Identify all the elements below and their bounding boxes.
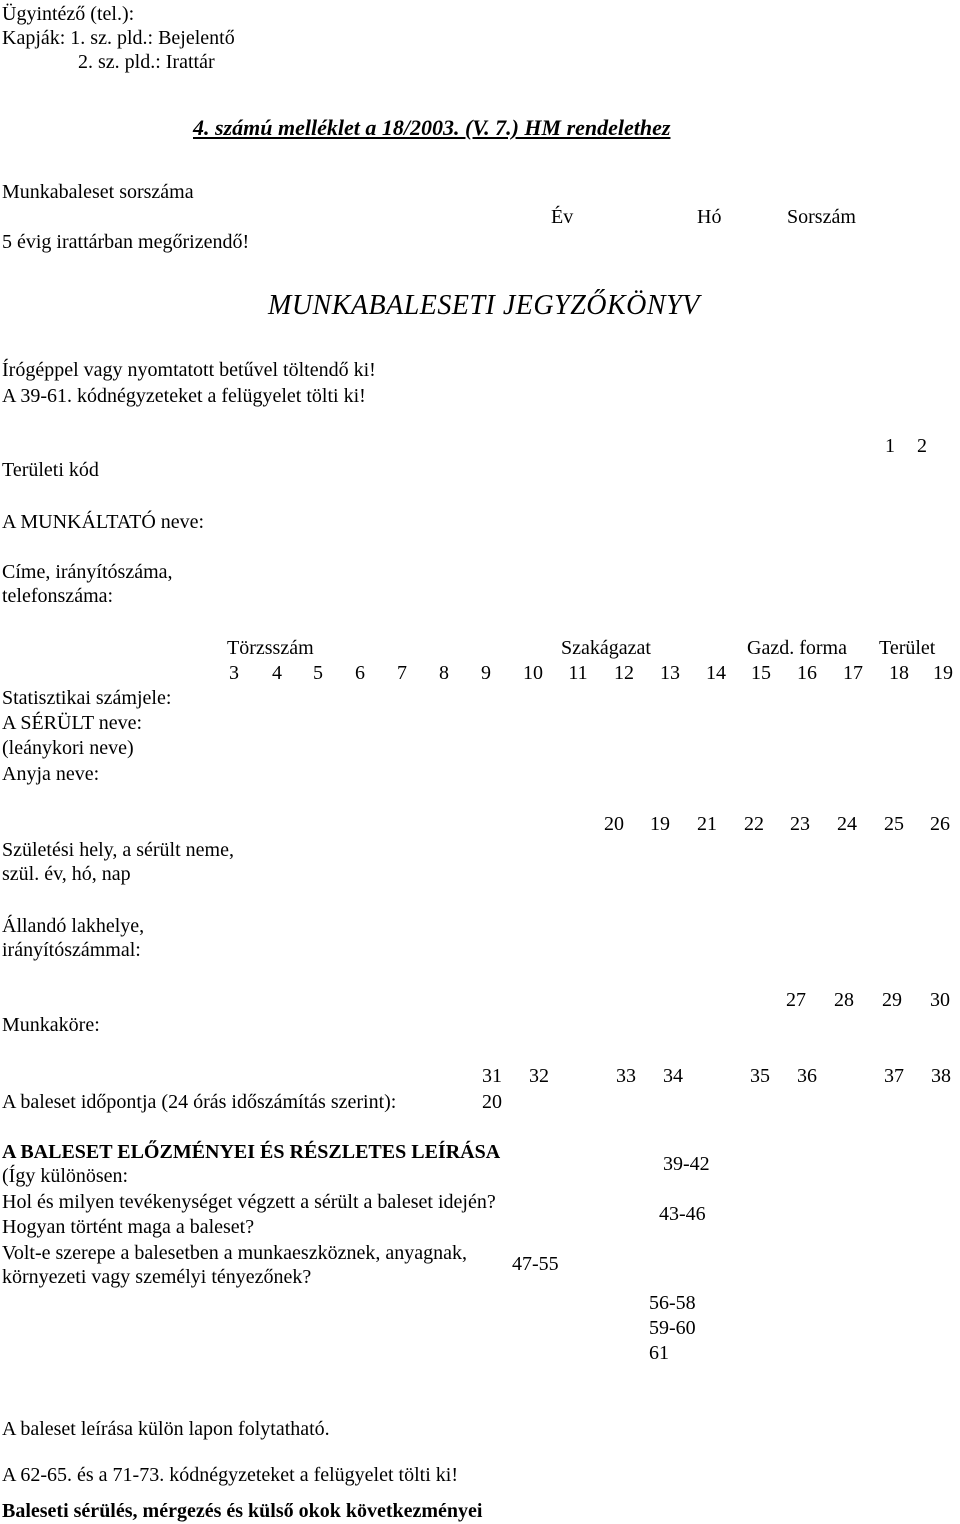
annex-reference: 4. számú melléklet a 18/2003. (V. 7.) HM rendelethez (193, 115, 671, 140)
residence-label-2: irányítószámmal: (2, 939, 141, 961)
injured-name-label: A SÉRÜLT neve: (2, 712, 143, 734)
birth-code: 23 (790, 813, 810, 835)
description-line-2: Hol és milyen tevékenységet végzett a sérült a baleset idején? (2, 1191, 496, 1213)
stat-code: 18 (889, 662, 909, 684)
job-code: 30 (930, 989, 950, 1011)
month-label: Hó (697, 206, 722, 228)
birth-code: 24 (837, 813, 857, 835)
residence-label-1: Állandó lakhelye, (2, 915, 145, 937)
time-code: 32 (529, 1065, 549, 1087)
description-line-1: (Így különösen: (2, 1165, 129, 1187)
accident-number-label: Munkabaleset sorszáma (2, 181, 194, 203)
description-line-3: Hogyan történt maga a baleset? (2, 1216, 255, 1238)
stat-code: 4 (272, 662, 282, 684)
time-code: 35 (750, 1065, 770, 1087)
year-label: Év (551, 206, 574, 228)
stat-code: 9 (481, 662, 491, 684)
stat-code: 8 (439, 662, 449, 684)
code-range-56-58: 56-58 (649, 1292, 696, 1314)
employer-address-label-2: telefonszáma: (2, 585, 114, 607)
description-line-4: Volt-e szerepe a balesetben a munkaeszköznek, anyagnak, (2, 1242, 467, 1264)
birth-code: 20 (604, 813, 624, 835)
stat-code: 6 (355, 662, 365, 684)
description-heading: A BALESET ELŐZMÉNYEI ÉS RÉSZLETES LEÍRÁSA (2, 1141, 501, 1163)
stat-header-area: Terület (879, 637, 936, 659)
copies-line-2: 2. sz. pld.: Irattár (78, 51, 215, 73)
employer-address-label-1: Címe, irányítószáma, (2, 561, 173, 583)
accident-time-label: A baleset időpontja (24 órás időszámítás szerint): (2, 1091, 397, 1113)
time-code: 34 (663, 1065, 683, 1087)
job-code: 28 (834, 989, 854, 1011)
stat-number-label: Statisztikai számjele: (2, 687, 172, 709)
job-code: 27 (786, 989, 806, 1011)
time-code: 31 (482, 1065, 502, 1087)
description-line-5: környezeti vagy személyi tényezőnek? (2, 1266, 312, 1288)
birth-code: 19 (650, 813, 670, 835)
form-title: MUNKABALESETI JEGYZŐKÖNYV (268, 290, 700, 321)
time-code: 33 (616, 1065, 636, 1087)
stat-code: 12 (614, 662, 634, 684)
stat-header-sector: Szakágazat (561, 637, 651, 659)
stat-header-econ-form: Gazd. forma (747, 637, 847, 659)
stat-header-registry: Törzsszám (227, 637, 314, 659)
instruction-line-2: A 39-61. kódnégyzeteket a felügyelet tölti ki! (2, 385, 366, 407)
stat-code: 16 (797, 662, 817, 684)
supervision-note: A 62-65. és a 71-73. kódnégyzeteket a felügyelet tölti ki! (2, 1464, 458, 1486)
code-61: 61 (649, 1342, 669, 1364)
territorial-code-2: 2 (917, 435, 927, 457)
job-code: 29 (882, 989, 902, 1011)
time-code: 37 (884, 1065, 904, 1087)
stat-code: 7 (397, 662, 407, 684)
stat-code: 11 (568, 662, 588, 684)
territorial-code-1: 1 (885, 435, 895, 457)
copies-line-1: Kapják: 1. sz. pld.: Bejelentő (2, 27, 235, 49)
time-code: 36 (797, 1065, 817, 1087)
injured-mother-name-label: Anyja neve: (2, 763, 100, 785)
time-code: 38 (931, 1065, 951, 1087)
injury-section-title: Baleseti sérülés, mérgezés és külső okok következményei (2, 1500, 483, 1522)
code-range-59-60: 59-60 (649, 1317, 696, 1339)
birth-label-1: Születési hely, a sérült neme, (2, 839, 234, 861)
employer-name-label: A MUNKÁLTATÓ neve: (2, 511, 205, 533)
job-label: Munkaköre: (2, 1014, 100, 1036)
stat-code: 14 (706, 662, 726, 684)
stat-code: 19 (933, 662, 953, 684)
birth-code: 25 (884, 813, 904, 835)
territorial-code-label: Területi kód (2, 459, 99, 481)
serial-label: Sorszám (787, 206, 856, 228)
instruction-line-1: Írógéppel vagy nyomtatott betűvel töltendő ki! (2, 359, 376, 381)
retention-note: 5 évig irattárban megőrizendő! (2, 231, 250, 253)
stat-code: 5 (313, 662, 323, 684)
stat-code: 15 (751, 662, 771, 684)
code-range-47-55: 47-55 (512, 1253, 559, 1275)
birth-code: 21 (697, 813, 717, 835)
contact-label: Ügyintéző (tel.): (2, 3, 135, 25)
birth-code: 22 (744, 813, 764, 835)
code-range-39-42: 39-42 (663, 1153, 710, 1175)
continue-note: A baleset leírása külön lapon folytatható. (2, 1418, 330, 1440)
code-range-43-46: 43-46 (659, 1203, 706, 1225)
stat-code: 17 (843, 662, 863, 684)
injured-maiden-name-label: (leánykori neve) (2, 737, 134, 759)
stat-code: 3 (229, 662, 239, 684)
birth-label-2: szül. év, hó, nap (2, 863, 131, 885)
birth-code: 26 (930, 813, 950, 835)
stat-code: 13 (660, 662, 680, 684)
stat-code: 10 (523, 662, 543, 684)
accident-time-century: 20 (482, 1091, 502, 1113)
